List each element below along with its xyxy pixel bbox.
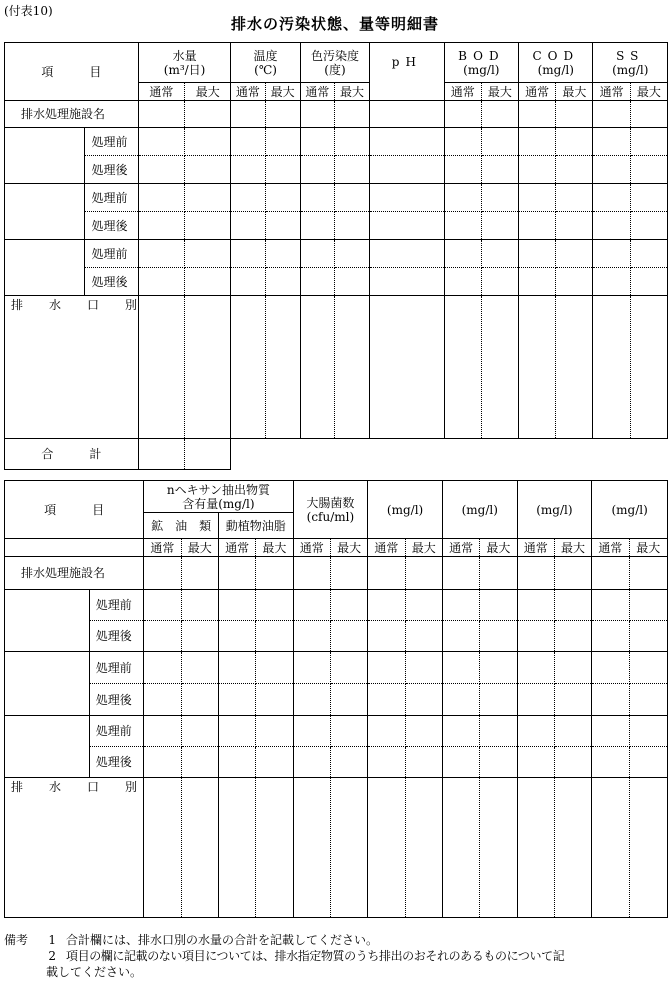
cell[interactable] xyxy=(256,557,293,590)
cell[interactable] xyxy=(517,590,554,621)
cell[interactable] xyxy=(629,590,667,621)
cell[interactable] xyxy=(330,684,367,716)
cell[interactable] xyxy=(370,296,444,439)
cell[interactable] xyxy=(442,747,479,778)
cell[interactable] xyxy=(592,778,629,918)
cell[interactable] xyxy=(265,184,300,212)
cell[interactable] xyxy=(593,101,630,128)
cell[interactable] xyxy=(265,101,300,128)
before-label: 処理前 xyxy=(89,652,144,684)
cell[interactable] xyxy=(629,716,667,747)
cell[interactable] xyxy=(265,156,300,184)
normal-label: 通常 xyxy=(144,539,181,557)
cell[interactable] xyxy=(218,621,255,652)
cell[interactable] xyxy=(181,590,218,621)
cell[interactable] xyxy=(554,652,591,684)
cell[interactable] xyxy=(519,184,556,212)
cell[interactable] xyxy=(480,621,517,652)
cell[interactable] xyxy=(630,101,667,128)
cell[interactable] xyxy=(592,621,629,652)
cell[interactable] xyxy=(481,240,518,268)
cell[interactable] xyxy=(231,184,265,212)
cell[interactable] xyxy=(330,557,367,590)
cell[interactable] xyxy=(370,268,444,296)
cell[interactable] xyxy=(519,128,556,156)
cell[interactable] xyxy=(300,268,334,296)
cell[interactable] xyxy=(300,101,334,128)
cell[interactable] xyxy=(218,747,255,778)
cell[interactable] xyxy=(556,184,593,212)
before-label: 処理前 xyxy=(85,184,138,212)
cell[interactable] xyxy=(293,716,330,747)
cell[interactable] xyxy=(144,590,181,621)
cell[interactable] xyxy=(630,128,667,156)
cell[interactable] xyxy=(368,778,405,918)
cell[interactable] xyxy=(185,240,231,268)
cell[interactable] xyxy=(556,240,593,268)
col-extra-1: (mg/l) xyxy=(368,481,443,539)
cell[interactable] xyxy=(300,296,334,439)
cell[interactable] xyxy=(480,747,517,778)
note-text: 項目の欄に記載のない項目については、排水指定物質のうち排出のおそれのあるものについて記 xyxy=(66,949,565,963)
cell[interactable] xyxy=(593,128,630,156)
cell[interactable] xyxy=(256,716,293,747)
cell[interactable] xyxy=(554,621,591,652)
facility-name-label: 排水処理施設名 xyxy=(5,101,139,128)
cell[interactable] xyxy=(592,716,629,747)
col-ph: pH xyxy=(370,43,444,101)
cell[interactable] xyxy=(405,621,442,652)
cell[interactable] xyxy=(592,557,629,590)
after-label: 処理後 xyxy=(85,156,138,184)
col-mineral-oil: 鉱 油 類 xyxy=(144,513,219,539)
cell[interactable] xyxy=(138,101,184,128)
cell[interactable] xyxy=(556,212,593,240)
cell[interactable] xyxy=(144,716,181,747)
facility-name-label: 排水処理施設名 xyxy=(5,557,144,590)
cell[interactable] xyxy=(517,716,554,747)
cell[interactable] xyxy=(519,296,556,439)
cell[interactable] xyxy=(442,590,479,621)
cell[interactable] xyxy=(368,621,405,652)
cell[interactable] xyxy=(593,240,630,268)
cell[interactable] xyxy=(592,590,629,621)
cell[interactable] xyxy=(554,778,591,918)
cell[interactable] xyxy=(629,652,667,684)
cell[interactable] xyxy=(370,240,444,268)
cell[interactable] xyxy=(231,156,265,184)
cell[interactable] xyxy=(334,212,369,240)
cell[interactable] xyxy=(368,684,405,716)
cell[interactable] xyxy=(265,212,300,240)
cell[interactable] xyxy=(480,557,517,590)
cell[interactable] xyxy=(334,184,369,212)
cell[interactable] xyxy=(481,212,518,240)
max-label: 最大 xyxy=(480,539,517,557)
cell[interactable] xyxy=(554,557,591,590)
notes-label: 備考 xyxy=(4,933,29,947)
outlet-label: 排水口別 xyxy=(5,296,139,439)
facility-cell[interactable] xyxy=(5,240,85,296)
cell[interactable] xyxy=(231,212,265,240)
cell[interactable] xyxy=(517,557,554,590)
after-label: 処理後 xyxy=(85,212,138,240)
cell[interactable] xyxy=(300,212,334,240)
cell[interactable] xyxy=(138,212,184,240)
cell[interactable] xyxy=(630,156,667,184)
cell[interactable] xyxy=(630,268,667,296)
cell[interactable] xyxy=(368,590,405,621)
cell[interactable] xyxy=(218,652,255,684)
normal-label: 通常 xyxy=(442,539,479,557)
cell[interactable] xyxy=(517,778,554,918)
cell[interactable] xyxy=(444,212,481,240)
cell[interactable] xyxy=(256,747,293,778)
cell[interactable] xyxy=(554,716,591,747)
cell[interactable] xyxy=(334,156,369,184)
cell[interactable] xyxy=(519,156,556,184)
total-label: 合 計 xyxy=(5,439,139,470)
max-label: 最大 xyxy=(405,539,442,557)
cell[interactable] xyxy=(405,716,442,747)
normal-label: 通常 xyxy=(593,83,630,101)
cell[interactable] xyxy=(480,716,517,747)
cell[interactable] xyxy=(231,101,265,128)
cell[interactable] xyxy=(629,557,667,590)
cell[interactable] xyxy=(517,621,554,652)
facility-cell[interactable] xyxy=(5,184,85,240)
normal-label: 通常 xyxy=(218,539,255,557)
cell[interactable] xyxy=(293,652,330,684)
cell[interactable] xyxy=(334,101,369,128)
cell[interactable] xyxy=(144,747,181,778)
cell[interactable] xyxy=(442,778,479,918)
cell[interactable] xyxy=(370,212,444,240)
cell[interactable] xyxy=(218,716,255,747)
col-extra-3: (mg/l) xyxy=(517,481,592,539)
cell[interactable] xyxy=(231,128,265,156)
before-label: 処理前 xyxy=(85,240,138,268)
col-temperature: 温度 (℃) xyxy=(231,43,300,83)
item-header: 項 目 xyxy=(5,481,144,539)
cell[interactable] xyxy=(630,240,667,268)
cell[interactable] xyxy=(405,684,442,716)
cell[interactable] xyxy=(481,184,518,212)
before-label: 処理前 xyxy=(89,590,144,621)
cell[interactable] xyxy=(231,296,265,439)
note-text: 合計欄には、排水口別の水量の合計を記載してください。 xyxy=(66,933,379,947)
cell[interactable] xyxy=(218,557,255,590)
cell[interactable] xyxy=(181,684,218,716)
facility-cell[interactable] xyxy=(5,652,90,716)
cell[interactable] xyxy=(330,652,367,684)
cell[interactable] xyxy=(481,128,518,156)
cell[interactable] xyxy=(481,268,518,296)
cell[interactable] xyxy=(517,747,554,778)
cell[interactable] xyxy=(334,240,369,268)
cell[interactable] xyxy=(556,128,593,156)
cell[interactable] xyxy=(442,557,479,590)
max-label: 最大 xyxy=(630,83,667,101)
cell[interactable] xyxy=(181,778,218,918)
cell[interactable] xyxy=(370,128,444,156)
after-label: 処理後 xyxy=(89,747,144,778)
cell[interactable] xyxy=(368,652,405,684)
cell[interactable] xyxy=(330,778,367,918)
cell[interactable] xyxy=(444,184,481,212)
cell[interactable] xyxy=(218,684,255,716)
after-label: 処理後 xyxy=(89,684,144,716)
total-normal-cell[interactable] xyxy=(138,439,184,470)
cell[interactable] xyxy=(629,778,667,918)
cell[interactable] xyxy=(138,296,184,439)
cell[interactable] xyxy=(300,128,334,156)
max-label: 最大 xyxy=(265,83,300,101)
cell[interactable] xyxy=(256,684,293,716)
facility-cell[interactable] xyxy=(5,716,90,778)
cell[interactable] xyxy=(185,212,231,240)
normal-label: 通常 xyxy=(444,83,481,101)
item-header: 項 目 xyxy=(5,43,139,101)
max-label: 最大 xyxy=(181,539,218,557)
wastewater-table-2 xyxy=(4,480,668,918)
cell[interactable] xyxy=(265,268,300,296)
max-label: 最大 xyxy=(185,83,231,101)
cell[interactable] xyxy=(144,557,181,590)
max-label: 最大 xyxy=(556,83,593,101)
cell[interactable] xyxy=(556,268,593,296)
cell[interactable] xyxy=(138,268,184,296)
cell[interactable] xyxy=(444,101,481,128)
normal-label: 通常 xyxy=(368,539,405,557)
cell[interactable] xyxy=(481,296,518,439)
facility-cell[interactable] xyxy=(5,590,90,652)
cell[interactable] xyxy=(293,557,330,590)
cell[interactable] xyxy=(181,557,218,590)
max-label: 最大 xyxy=(330,539,367,557)
cell[interactable] xyxy=(185,101,231,128)
facility-cell[interactable] xyxy=(5,128,85,184)
cell[interactable] xyxy=(554,590,591,621)
col-color: 色汚染度 (度) xyxy=(300,43,369,83)
cell[interactable] xyxy=(185,184,231,212)
cell[interactable] xyxy=(480,590,517,621)
cell[interactable] xyxy=(519,212,556,240)
cell[interactable] xyxy=(185,156,231,184)
col-cod: COD (mg/l) xyxy=(519,43,593,83)
cell[interactable] xyxy=(593,296,630,439)
cell[interactable] xyxy=(138,184,184,212)
total-max-cell[interactable] xyxy=(185,439,231,470)
cell[interactable] xyxy=(265,128,300,156)
cell[interactable] xyxy=(444,268,481,296)
max-label: 最大 xyxy=(481,83,518,101)
cell[interactable] xyxy=(593,156,630,184)
col-coliform: 大腸菌数 (cfu/ml) xyxy=(293,481,368,539)
max-label: 最大 xyxy=(554,539,591,557)
cell[interactable] xyxy=(517,684,554,716)
cell[interactable] xyxy=(138,156,184,184)
cell[interactable] xyxy=(256,778,293,918)
normal-label: 通常 xyxy=(293,539,330,557)
cell[interactable] xyxy=(630,212,667,240)
cell[interactable] xyxy=(481,101,518,128)
cell[interactable] xyxy=(293,778,330,918)
note-text-continued: 載してください。 xyxy=(46,965,143,979)
cell[interactable] xyxy=(138,128,184,156)
cell[interactable] xyxy=(300,240,334,268)
cell[interactable] xyxy=(593,184,630,212)
after-label: 処理後 xyxy=(85,268,138,296)
form-reference: (付表10) xyxy=(4,4,53,18)
wastewater-table-1 xyxy=(4,42,668,470)
blank-area xyxy=(231,439,668,470)
normal-label: 通常 xyxy=(592,539,629,557)
cell[interactable] xyxy=(330,747,367,778)
cell[interactable] xyxy=(629,621,667,652)
cell[interactable] xyxy=(231,240,265,268)
cell[interactable] xyxy=(481,156,518,184)
cell[interactable] xyxy=(185,128,231,156)
note-number: 2 xyxy=(48,949,56,963)
cell[interactable] xyxy=(592,747,629,778)
cell[interactable] xyxy=(334,128,369,156)
after-label: 処理後 xyxy=(89,621,144,652)
cell[interactable] xyxy=(592,652,629,684)
cell[interactable] xyxy=(444,156,481,184)
cell[interactable] xyxy=(370,156,444,184)
note-number: 1 xyxy=(48,933,56,947)
outlet-label: 排水口別 xyxy=(5,778,144,918)
col-ss: SS (mg/l) xyxy=(593,43,668,83)
col-nhexane: nヘキサン抽出物質 含有量(mg/l) xyxy=(144,481,293,513)
cell[interactable] xyxy=(480,684,517,716)
cell[interactable] xyxy=(181,652,218,684)
col-extra-2: (mg/l) xyxy=(442,481,517,539)
cell[interactable] xyxy=(405,778,442,918)
cell[interactable] xyxy=(293,747,330,778)
cell[interactable] xyxy=(293,590,330,621)
cell[interactable] xyxy=(144,652,181,684)
cell[interactable] xyxy=(556,296,593,439)
cell[interactable] xyxy=(442,684,479,716)
col-bod: BOD (mg/l) xyxy=(444,43,518,83)
before-label: 処理前 xyxy=(85,128,138,156)
cell[interactable] xyxy=(630,184,667,212)
col-water-volume: 水量 (m³/日) xyxy=(138,43,231,83)
cell[interactable] xyxy=(300,156,334,184)
cell[interactable] xyxy=(256,590,293,621)
cell[interactable] xyxy=(370,101,444,128)
cell[interactable] xyxy=(405,557,442,590)
cell[interactable] xyxy=(256,621,293,652)
cell[interactable] xyxy=(368,716,405,747)
cell[interactable] xyxy=(144,778,181,918)
cell[interactable] xyxy=(405,590,442,621)
cell[interactable] xyxy=(181,621,218,652)
max-label: 最大 xyxy=(629,539,667,557)
cell[interactable] xyxy=(334,268,369,296)
cell[interactable] xyxy=(370,184,444,212)
max-label: 最大 xyxy=(334,83,369,101)
normal-label: 通常 xyxy=(138,83,184,101)
cell[interactable] xyxy=(442,621,479,652)
cell[interactable] xyxy=(405,747,442,778)
cell[interactable] xyxy=(138,240,184,268)
cell[interactable] xyxy=(181,716,218,747)
cell[interactable] xyxy=(181,747,218,778)
cell[interactable] xyxy=(593,212,630,240)
cell[interactable] xyxy=(630,296,667,439)
cell[interactable] xyxy=(218,590,255,621)
cell[interactable] xyxy=(442,716,479,747)
cell[interactable] xyxy=(256,652,293,684)
blank-header xyxy=(5,539,144,557)
max-label: 最大 xyxy=(256,539,293,557)
normal-label: 通常 xyxy=(517,539,554,557)
cell[interactable] xyxy=(444,240,481,268)
cell[interactable] xyxy=(480,652,517,684)
cell[interactable] xyxy=(231,268,265,296)
cell[interactable] xyxy=(144,621,181,652)
cell[interactable] xyxy=(144,684,181,716)
normal-label: 通常 xyxy=(231,83,265,101)
cell[interactable] xyxy=(265,296,300,439)
cell[interactable] xyxy=(334,296,369,439)
normal-label: 通常 xyxy=(300,83,334,101)
cell[interactable] xyxy=(593,268,630,296)
cell[interactable] xyxy=(554,747,591,778)
cell[interactable] xyxy=(330,590,367,621)
cell[interactable] xyxy=(519,268,556,296)
cell[interactable] xyxy=(265,240,300,268)
notes xyxy=(4,932,668,980)
cell[interactable] xyxy=(293,684,330,716)
cell[interactable] xyxy=(480,778,517,918)
cell[interactable] xyxy=(629,684,667,716)
cell[interactable] xyxy=(517,652,554,684)
cell[interactable] xyxy=(519,101,556,128)
before-label: 処理前 xyxy=(89,716,144,747)
cell[interactable] xyxy=(405,652,442,684)
cell[interactable] xyxy=(519,240,556,268)
cell[interactable] xyxy=(368,747,405,778)
cell[interactable] xyxy=(444,296,481,439)
cell[interactable] xyxy=(592,684,629,716)
col-extra-4: (mg/l) xyxy=(592,481,668,539)
normal-label: 通常 xyxy=(519,83,556,101)
cell[interactable] xyxy=(330,716,367,747)
col-animal-oil: 動植物油脂 xyxy=(218,513,293,539)
cell[interactable] xyxy=(629,747,667,778)
cell[interactable] xyxy=(368,557,405,590)
cell[interactable] xyxy=(218,778,255,918)
cell[interactable] xyxy=(185,268,231,296)
cell[interactable] xyxy=(300,184,334,212)
cell[interactable] xyxy=(330,621,367,652)
cell[interactable] xyxy=(293,621,330,652)
cell[interactable] xyxy=(554,684,591,716)
cell[interactable] xyxy=(185,296,231,439)
cell[interactable] xyxy=(444,128,481,156)
page-title: 排水の汚染状態、量等明細書 xyxy=(230,15,439,33)
cell[interactable] xyxy=(442,652,479,684)
cell[interactable] xyxy=(556,156,593,184)
cell[interactable] xyxy=(556,101,593,128)
